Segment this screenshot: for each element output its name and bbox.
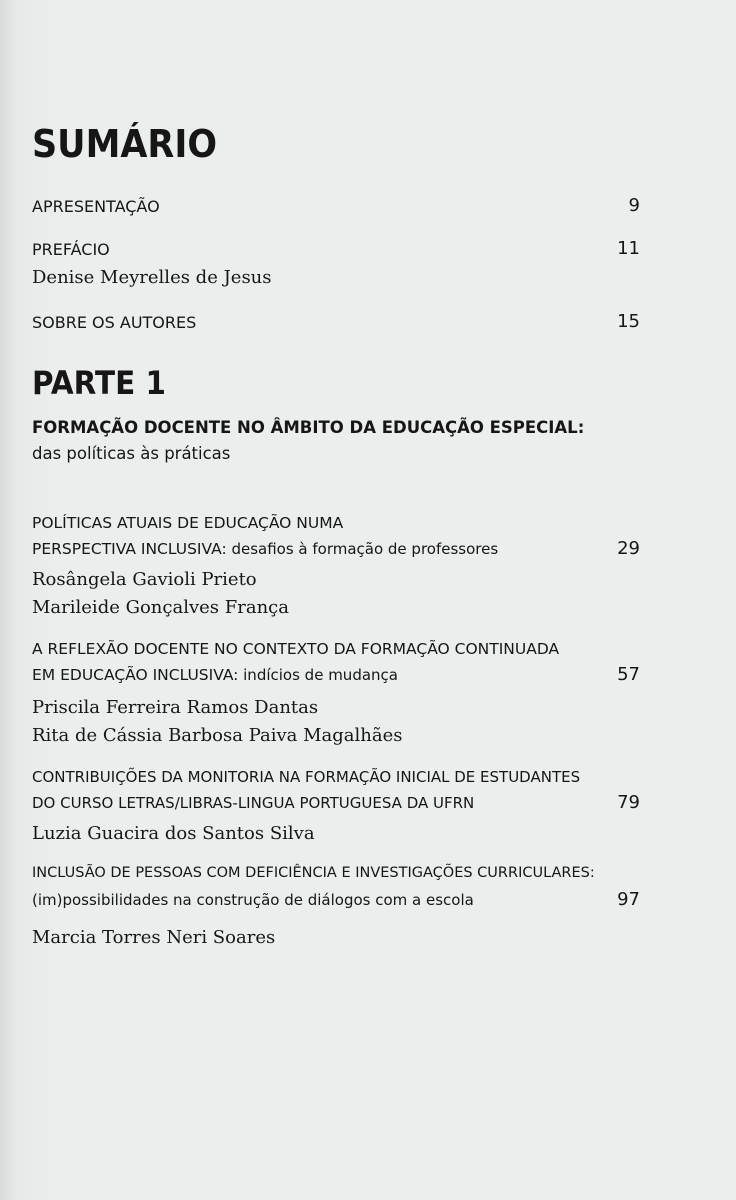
toc-page-apresentacao: 9 bbox=[628, 195, 640, 216]
chapter-2-title-line2: EM EDUCAÇÃO INCLUSIVA: indícios de mudança bbox=[32, 666, 398, 684]
part-subtitle-line1: FORMAÇÃO DOCENTE NO ÂMBITO DA EDUCAÇÃO ESPECIAL: bbox=[32, 418, 585, 437]
part-heading: PARTE 1 bbox=[32, 364, 166, 402]
chapter-2-page: 57 bbox=[617, 664, 640, 685]
chapter-1-title-line2: PERSPECTIVA INCLUSIVA: desafios à formação de professores bbox=[32, 540, 499, 558]
toc-page-sobre-autores: 15 bbox=[617, 311, 640, 332]
toc-entry-prefacio: PREFÁCIO bbox=[32, 240, 110, 259]
chapter-2-author-1: Priscila Ferreira Ramos Dantas bbox=[32, 697, 319, 718]
toc-entry-sobre-autores: SOBRE OS AUTORES bbox=[32, 313, 197, 332]
chapter-4-title-line1: INCLUSÃO DE PESSOAS COM DEFICIÊNCIA E INVESTIGAÇÕES CURRICULARES: bbox=[32, 865, 595, 881]
chapter-2-author-2: Rita de Cássia Barbosa Paiva Magalhães bbox=[32, 725, 403, 746]
chapter-3-page: 79 bbox=[617, 792, 640, 813]
page-title: SUMÁRIO bbox=[32, 122, 218, 166]
chapter-4-title-line2: (im)possibilidades na construção de diálogos com a escola bbox=[32, 891, 474, 909]
toc-author-prefacio: Denise Meyrelles de Jesus bbox=[32, 267, 272, 288]
chapter-3-title-line1: CONTRIBUIÇÕES DA MONITORIA NA FORMAÇÃO INICIAL DE ESTUDANTES bbox=[32, 768, 581, 786]
chapter-4-author-1: Marcia Torres Neri Soares bbox=[32, 927, 276, 948]
chapter-1-page: 29 bbox=[617, 538, 640, 559]
chapter-4-page: 97 bbox=[617, 889, 640, 910]
chapter-3-author-1: Luzia Guacira dos Santos Silva bbox=[32, 823, 315, 844]
chapter-1-title-line1: POLÍTICAS ATUAIS DE EDUCAÇÃO NUMA bbox=[32, 514, 344, 532]
toc-entry-apresentacao: APRESENTAÇÃO bbox=[32, 197, 160, 216]
part-subtitle-line2: das políticas às práticas bbox=[32, 444, 231, 463]
chapter-3-title-line2: DO CURSO LETRAS/LIBRAS-LINGUA PORTUGUESA DA UFRN bbox=[32, 794, 475, 812]
toc-page-prefacio: 11 bbox=[617, 238, 640, 259]
chapter-1-author-2: Marileide Gonçalves França bbox=[32, 597, 289, 618]
chapter-2-title-line1: A REFLEXÃO DOCENTE NO CONTEXTO DA FORMAÇÃO CONTINUADA bbox=[32, 640, 560, 658]
chapter-1-author-1: Rosângela Gavioli Prieto bbox=[32, 569, 257, 590]
